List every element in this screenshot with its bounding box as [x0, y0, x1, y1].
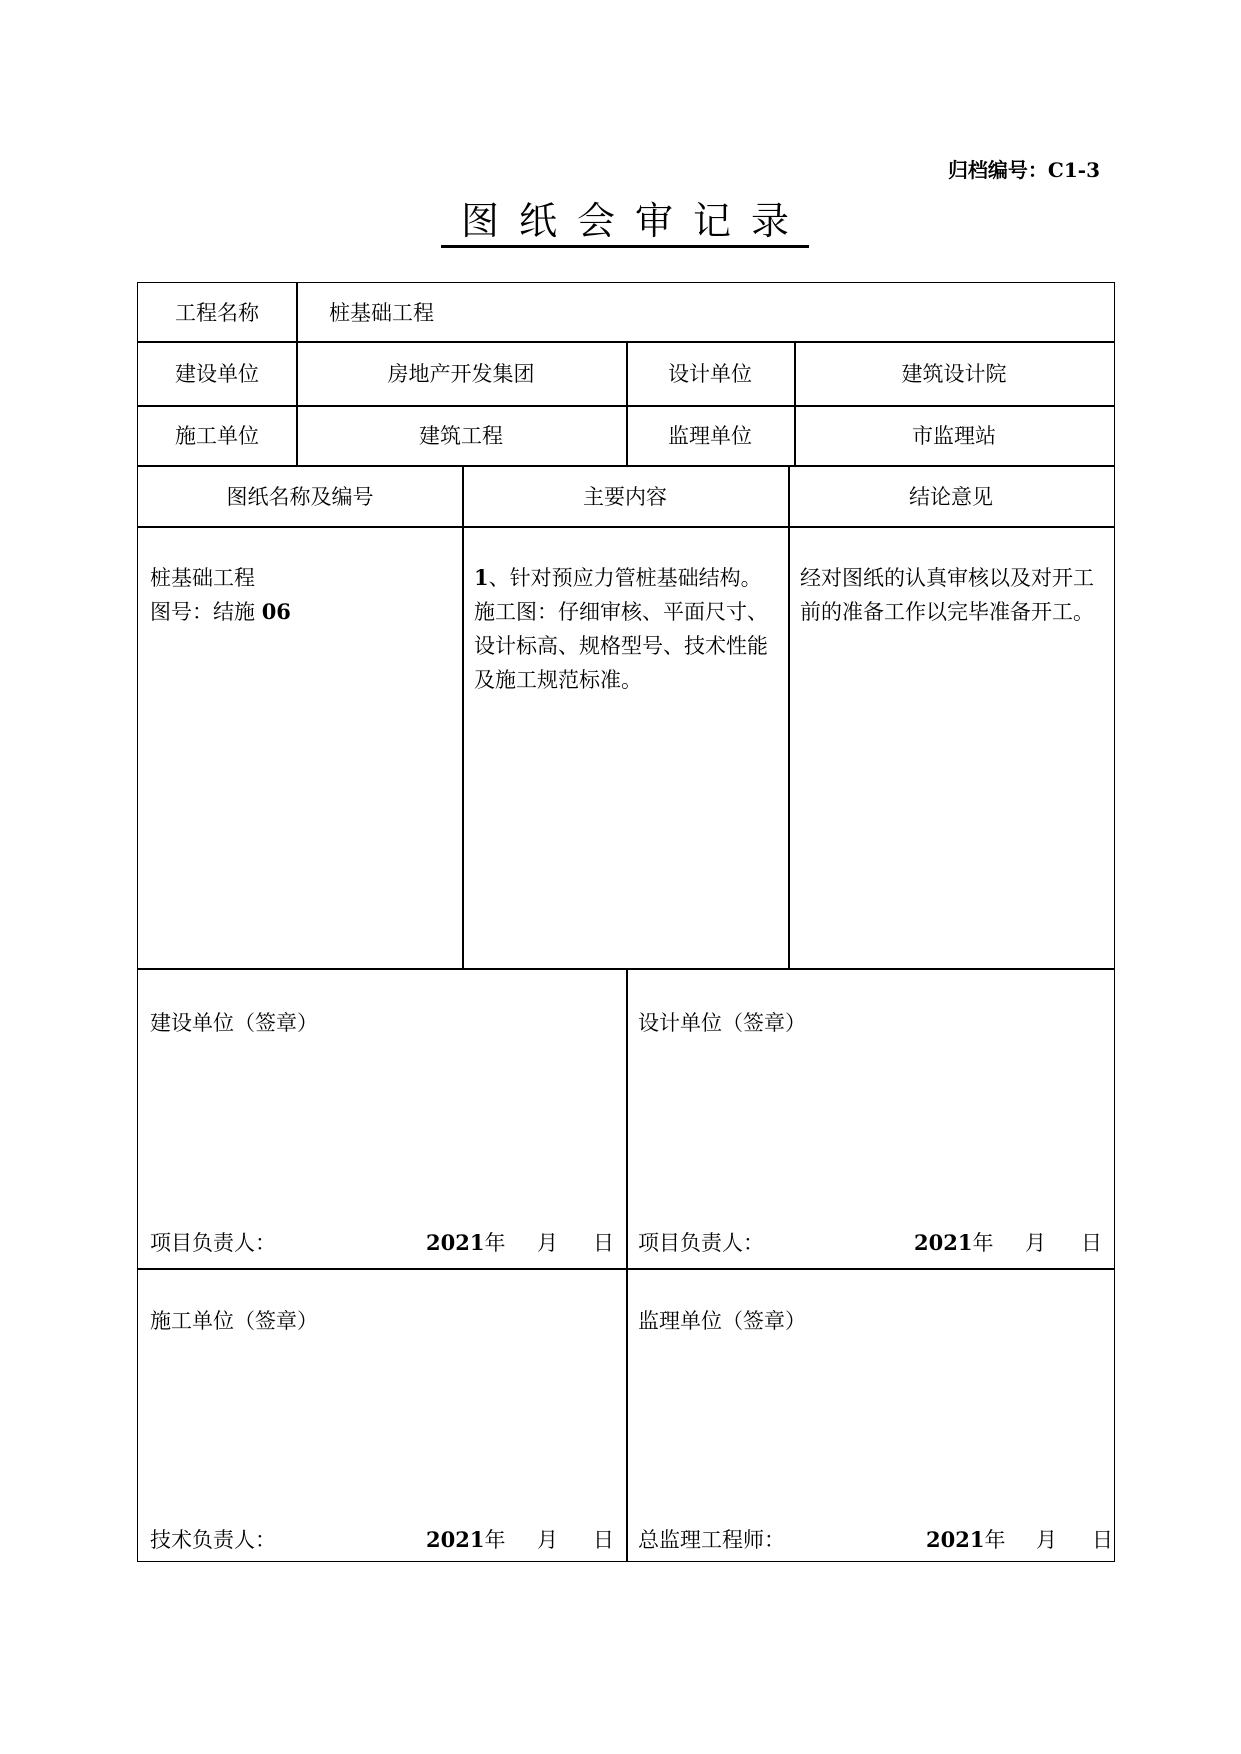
contractor-label: 施工单位 — [175, 424, 259, 448]
supervisor-signature-footer — [638, 1524, 1113, 1552]
document-title-text: 图纸会审记录 — [441, 199, 809, 248]
designer-year-value: 2021 — [914, 1230, 973, 1255]
owner-signature-footer — [150, 1227, 620, 1255]
contractor-date-day: 日 — [593, 1528, 614, 1552]
drawing-name-line1: 桩基础工程 — [150, 566, 255, 590]
contractor-value: 建筑工程 — [419, 424, 503, 448]
row-divider — [138, 526, 1114, 528]
contractor-signature-footer — [150, 1524, 620, 1552]
supervisor-date-year — [926, 1524, 1005, 1554]
designer-date-day: 日 — [1081, 1231, 1102, 1255]
project-name-value: 桩基础工程 — [329, 301, 434, 325]
drawing-name-cell — [150, 561, 450, 629]
owner-date-month: 月 — [537, 1231, 558, 1255]
owner-date-day: 日 — [593, 1231, 614, 1255]
conclusion-cell: 经对图纸的认真审核以及对开工前的准备工作以完毕准备开工。 — [800, 566, 1094, 624]
header-conclusion: 结论意见 — [909, 484, 993, 509]
designer-person-label: 项目负责人： — [638, 1231, 764, 1255]
designer-label: 设计单位 — [668, 362, 752, 386]
supervisor-person-label: 总监理工程师： — [638, 1528, 785, 1552]
designer-value: 建筑设计院 — [901, 362, 1007, 386]
contractor-date-month: 月 — [537, 1528, 558, 1552]
designer-signature-footer — [638, 1227, 1108, 1255]
supervisor-year-value: 2021 — [926, 1527, 985, 1552]
drawing-number-value: 06 — [261, 599, 291, 624]
project-name-label: 工程名称 — [175, 301, 259, 325]
owner-year-value: 2021 — [426, 1230, 485, 1255]
designer-date-month: 月 — [1025, 1231, 1046, 1255]
document-title — [400, 190, 850, 245]
owner-signature-heading: 建设单位（签章） — [150, 1011, 318, 1035]
content-item-number: 1 — [474, 565, 489, 590]
content-text: 、针对预应力管桩基础结构。施工图：仔细审核、平面尺寸、设计标高、规格型号、技术性能及施工规范标准。 — [474, 566, 768, 692]
contractor-year-value: 2021 — [426, 1527, 485, 1552]
contractor-person-label: 技术负责人： — [150, 1528, 276, 1552]
owner-person-label: 项目负责人： — [150, 1231, 276, 1255]
drawing-number-line — [150, 595, 450, 629]
archive-number: 归档编号：C1-3 — [947, 158, 1100, 182]
contractor-signature-heading: 施工单位（签章） — [150, 1309, 318, 1333]
column-divider — [462, 465, 464, 969]
supervisor-year-unit: 年 — [984, 1528, 1006, 1552]
owner-label: 建设单位 — [175, 362, 259, 386]
supervisor-value: 市监理站 — [912, 424, 996, 448]
review-record-table — [137, 282, 1115, 1562]
designer-year-unit: 年 — [972, 1231, 994, 1255]
designer-date-year — [914, 1227, 993, 1257]
owner-value: 房地产开发集团 — [387, 362, 535, 386]
column-divider — [626, 968, 628, 1561]
contractor-date-year — [426, 1524, 505, 1554]
main-content-cell — [474, 561, 782, 697]
owner-date-year — [426, 1227, 505, 1257]
header-drawing-name: 图纸名称及编号 — [226, 484, 374, 509]
owner-year-unit: 年 — [484, 1231, 506, 1255]
header-main-content: 主要内容 — [583, 484, 667, 509]
contractor-year-unit: 年 — [484, 1528, 506, 1552]
supervisor-label: 监理单位 — [668, 424, 752, 448]
designer-signature-heading: 设计单位（签章） — [638, 1011, 806, 1035]
drawing-number-prefix: 图号：结施 — [150, 600, 262, 624]
column-divider — [788, 465, 790, 969]
supervisor-signature-heading: 监理单位（签章） — [638, 1309, 806, 1333]
supervisor-date-day: 日 — [1092, 1528, 1113, 1552]
supervisor-date-month: 月 — [1036, 1528, 1057, 1552]
